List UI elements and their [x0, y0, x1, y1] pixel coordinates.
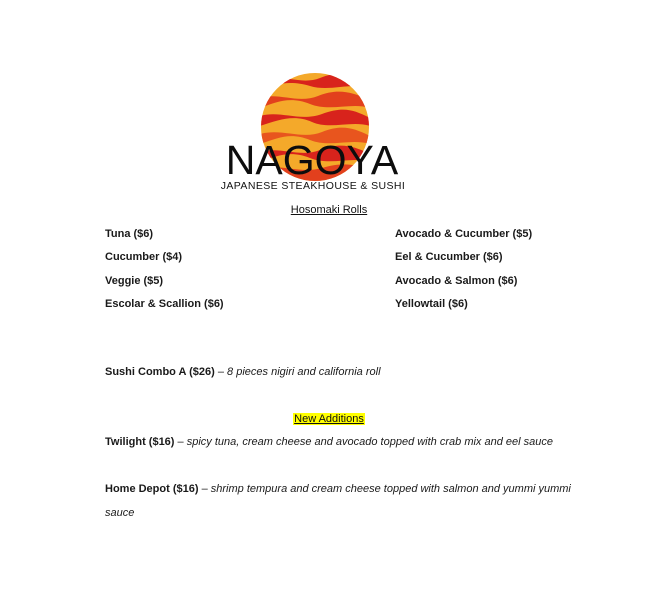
- menu-item: Escolar & Scallion ($6): [105, 298, 224, 310]
- item-separator: –: [198, 483, 211, 495]
- new-addition-entry: [105, 478, 575, 525]
- combo-name: Sushi Combo A ($26): [105, 366, 215, 378]
- restaurant-logo: [216, 72, 408, 196]
- item-name: Twilight ($16): [105, 436, 175, 448]
- menu-item: Yellowtail ($6): [395, 298, 468, 310]
- menu-item: Eel & Cucumber ($6): [395, 251, 503, 263]
- new-additions-label: New Additions: [294, 413, 364, 425]
- combo-description: 8 pieces nigiri and california roll: [227, 366, 381, 378]
- hosomaki-heading: Hosomaki Rolls: [290, 204, 368, 216]
- menu-item: Tuna ($6): [105, 228, 154, 240]
- brand-tagline: JAPANESE STEAKHOUSE & SUSHI: [220, 180, 406, 192]
- menu-item: Avocado & Salmon ($6): [395, 275, 518, 287]
- combo-entry: [105, 361, 575, 385]
- brand-name: NAGOYA: [225, 137, 399, 183]
- item-name: Home Depot ($16): [105, 483, 199, 495]
- new-addition-entry: [105, 431, 575, 455]
- item-description: spicy tuna, cream cheese and avocado topped with crab mix and eel sauce: [186, 436, 553, 448]
- new-additions-heading: [0, 413, 658, 425]
- combo-separator: –: [214, 366, 228, 378]
- menu-item: Avocado & Cucumber ($5): [395, 228, 533, 240]
- item-description: shrimp tempura and cream cheese topped with salmon and yummi yummi sauce: [105, 483, 571, 519]
- item-separator: –: [174, 436, 187, 448]
- menu-item: Veggie ($5): [105, 275, 164, 287]
- menu-item: Cucumber ($4): [105, 251, 183, 263]
